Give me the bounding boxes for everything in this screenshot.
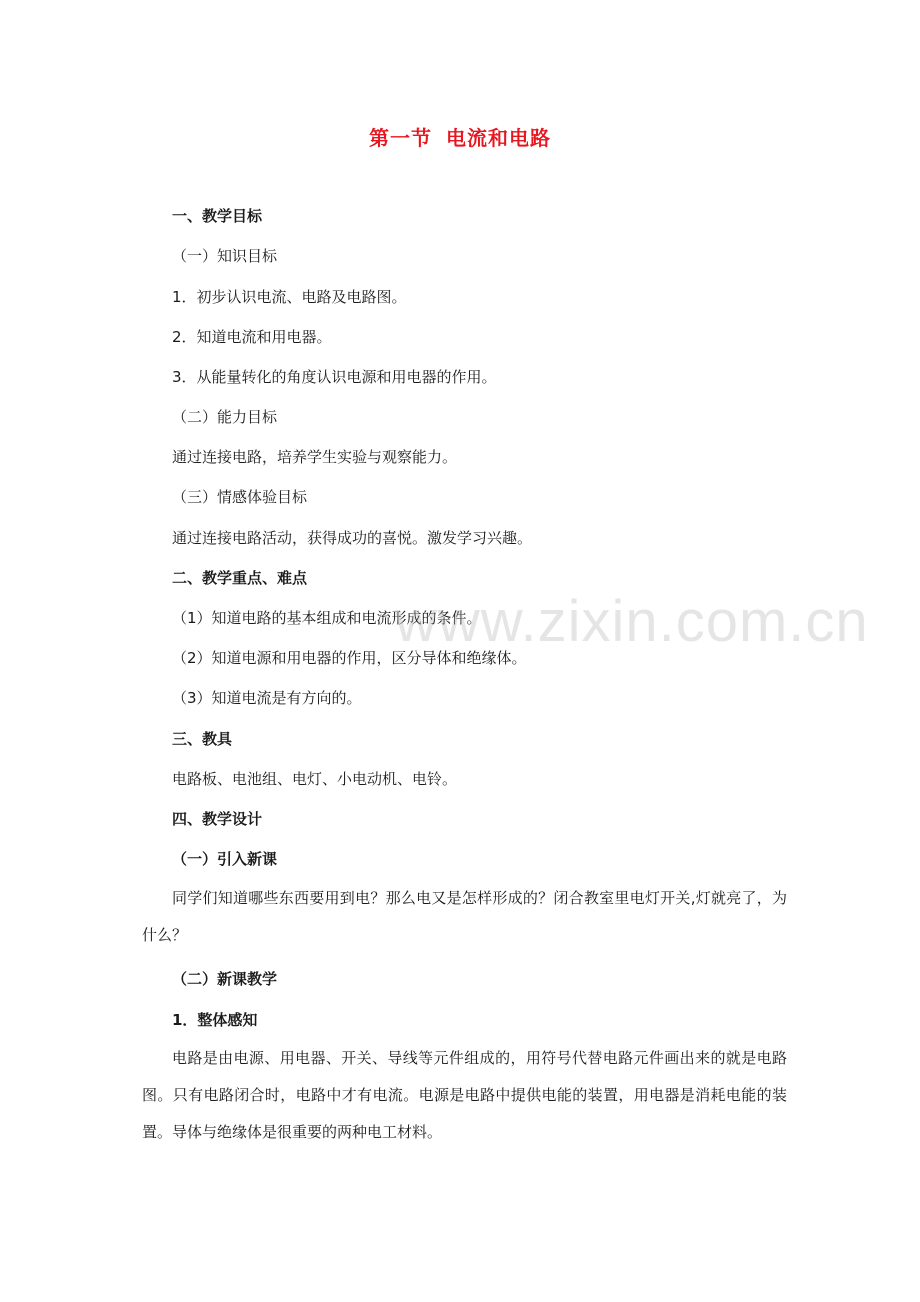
knowledge-item-1: 1．初步认识电流、电路及电路图。 (172, 288, 407, 306)
heading-key-points: 二、教学重点、难点 (172, 569, 308, 587)
subheading-new-lesson: （二）新课教学 (172, 970, 278, 988)
knowledge-item-2: 2．知道电流和用电器。 (172, 328, 332, 346)
heading-teaching-goals: 一、教学目标 (172, 207, 263, 225)
knowledge-item-3: 3．从能量转化的角度认识电源和用电器的作用。 (172, 368, 497, 386)
intro-paragraph: 同学们知道哪些东西要用到电？那么电又是怎样形成的？闭合教室里电灯开关,灯就亮了，为什么？ (142, 889, 787, 944)
emotion-text: 通过连接电路活动，获得成功的喜悦。激发学习兴趣。 (172, 529, 533, 547)
subheading-emotion-goals: （三）情感体验目标 (172, 488, 308, 506)
subheading-ability-goals: （二）能力目标 (172, 408, 278, 426)
page-title: 第一节 电流和电路 (369, 126, 551, 150)
heading-teaching-design: 四、教学设计 (172, 810, 263, 828)
ability-text: 通过连接电路，培养学生实验与观察能力。 (172, 448, 458, 466)
perception-paragraph: 电路是由电源、用电器、开关、导线等元件组成的，用符号代替电路元件画出来的就是电路图。只有电路闭合时，电路中才有电流。电源是电路中提供电能的装置，用电器是消耗电能的装置。导体与绝缘体是很重要的两种电工材料。 (142, 1049, 787, 1141)
heading-teaching-aids: 三、教具 (172, 730, 233, 748)
subheading-overall-perception: 1．整体感知 (172, 1011, 258, 1029)
key-point-3: （3）知道电流是有方向的。 (172, 689, 362, 707)
subheading-intro: （一）引入新课 (172, 850, 278, 868)
subheading-knowledge-goals: （一）知识目标 (172, 247, 278, 265)
key-point-1: （1）知道电路的基本组成和电流形成的条件。 (172, 609, 482, 627)
key-point-2: （2）知道电源和用电器的作用，区分导体和绝缘体。 (172, 649, 527, 667)
teaching-aids-text: 电路板、电池组、电灯、小电动机、电铃。 (172, 770, 458, 788)
watermark: www.zixin.com.cn (395, 589, 869, 654)
